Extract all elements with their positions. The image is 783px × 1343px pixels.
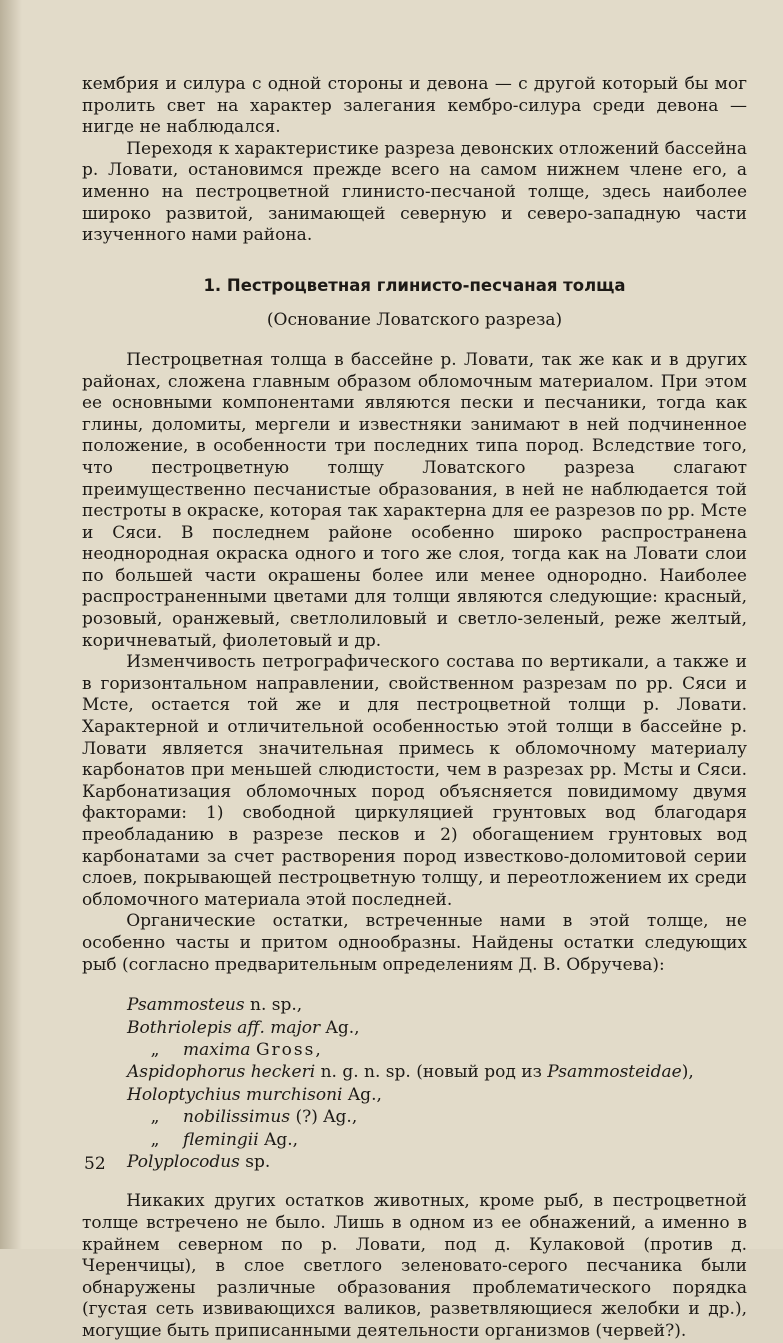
species-item: „ flemingii Ag., [127, 1129, 747, 1151]
species-item: „ maxima Gross, [127, 1039, 747, 1061]
species-item: Bothriolepis aff. major Ag., [127, 1017, 360, 1038]
species-item: Aspidophorus heckeri n. g. n. sp. (новый род из Psammosteidae), [127, 1062, 694, 1083]
section-subtitle: (Основание Ловатского разреза) [266, 310, 563, 331]
species-item: Psammosteus n. sp., [127, 995, 303, 1016]
ditto-mark: „ [150, 1107, 160, 1128]
paragraph-other-remains: Никаких других остатков животных, кроме рыб, в пестроцветной толще встречено не было. Лишь в одном из ее обнажений, а именно в крайнем северном по р. Ловати, под д. Кулаковой (против д. Черенчицы), в слое светлого зеленовато-серого песчаника были обнаружены различные образования проблематического порядка (густая сеть извивающихся валиков, разветвляющиеся желобки и др.), могущие быть приписанными деятельности организмов (червей?). [82, 1191, 747, 1341]
paragraph-composition: Пестроцветная толща в бассейне р. Ловати, так же как и в других районах, сложена главным образом обломочным материалом. При этом ее основными компонентами являются пески и песчаники, тогда как глины, доломиты, мергели и известняки занимают в ней подчиненное положение, в особенности три последних типа пород. Вследствие того, что пестроцветную толщу Ловатского разреза слагают преимущественно песчанистые образования, в ней не наблюдается той пестроты в окраске, которая так характерна для ее разрезов по рр. Мсте и Сяси. В последнем районе особенно широко распространена неоднородная окраска одного и того же слоя, тогда как на Ловати слои по большей части окрашены более или менее однородно. Наиболее распространенными цветами для толщи являются следующие: красный, розовый, оранжевый, светлолиловый и светло-зеленый, реже желтый, коричневатый, фиолетовый и др. [82, 349, 747, 651]
paragraph-transition: Переходя к характеристике разреза девонских отложений бассейна р. Ловати, остановимся прежде всего на самом нижнем члене его, а именно на пестроцветной глинисто-песчаной толще, здесь наиболее широко развитой, занимающей северную и северо-западную части изученного нами района. [82, 138, 747, 246]
ditto-mark: „ [150, 1129, 160, 1150]
page-number: 52 [84, 1154, 106, 1174]
paragraph-intro-continuation: кембрия и силура с одной стороны и девона — с другой который бы мог пролить свет на характер залегания кембро-силура среди девона — нигде не наблюдался. [82, 74, 747, 138]
section-title: 1. Пестроцветная глинисто-песчаная толща [203, 275, 626, 295]
species-item: Holoptychius murchisoni Ag., [127, 1084, 382, 1105]
species-list [82, 994, 747, 1173]
paragraph-organic-remains: Органические остатки, встреченные нами в этой толще, не особенно часты и притом однообразны. Найдены остатки следующих рыб (согласно предварительным определениям Д. В. Обручева): [82, 911, 747, 975]
species-item: „ nobilissimus (?) Ag., [127, 1106, 747, 1128]
ditto-mark: „ [150, 1039, 160, 1060]
species-item: Polyplocodus sp. [127, 1152, 271, 1172]
paragraph-variability: Изменчивость петрографического состава по вертикали, а также и в горизонтальном направлении, свойственном разрезам по рр. Сяси и Мсте, остается той же и для пестроцветной толщи р. Ловати. Характерной и отличительной особенностью этой толщи в бассейне р. Ловати является значительная примесь к обломочному материалу карбонатов при меньшей слюдистости, чем в разрезах рр. Мсты и Сяси. Карбонатизация обломочных пород объясняется повидимому двумя факторами: 1) свободной циркуляцией грунтовых вод благодаря преобладанию в разрезе песков и 2) обогащением грунтовых вод карбонатами за счет растворения пород известково-доломитовой серии слоев, покрывающей пестроцветную толщу, и переотложением их среди обломочного материала этой последней. [82, 652, 747, 910]
